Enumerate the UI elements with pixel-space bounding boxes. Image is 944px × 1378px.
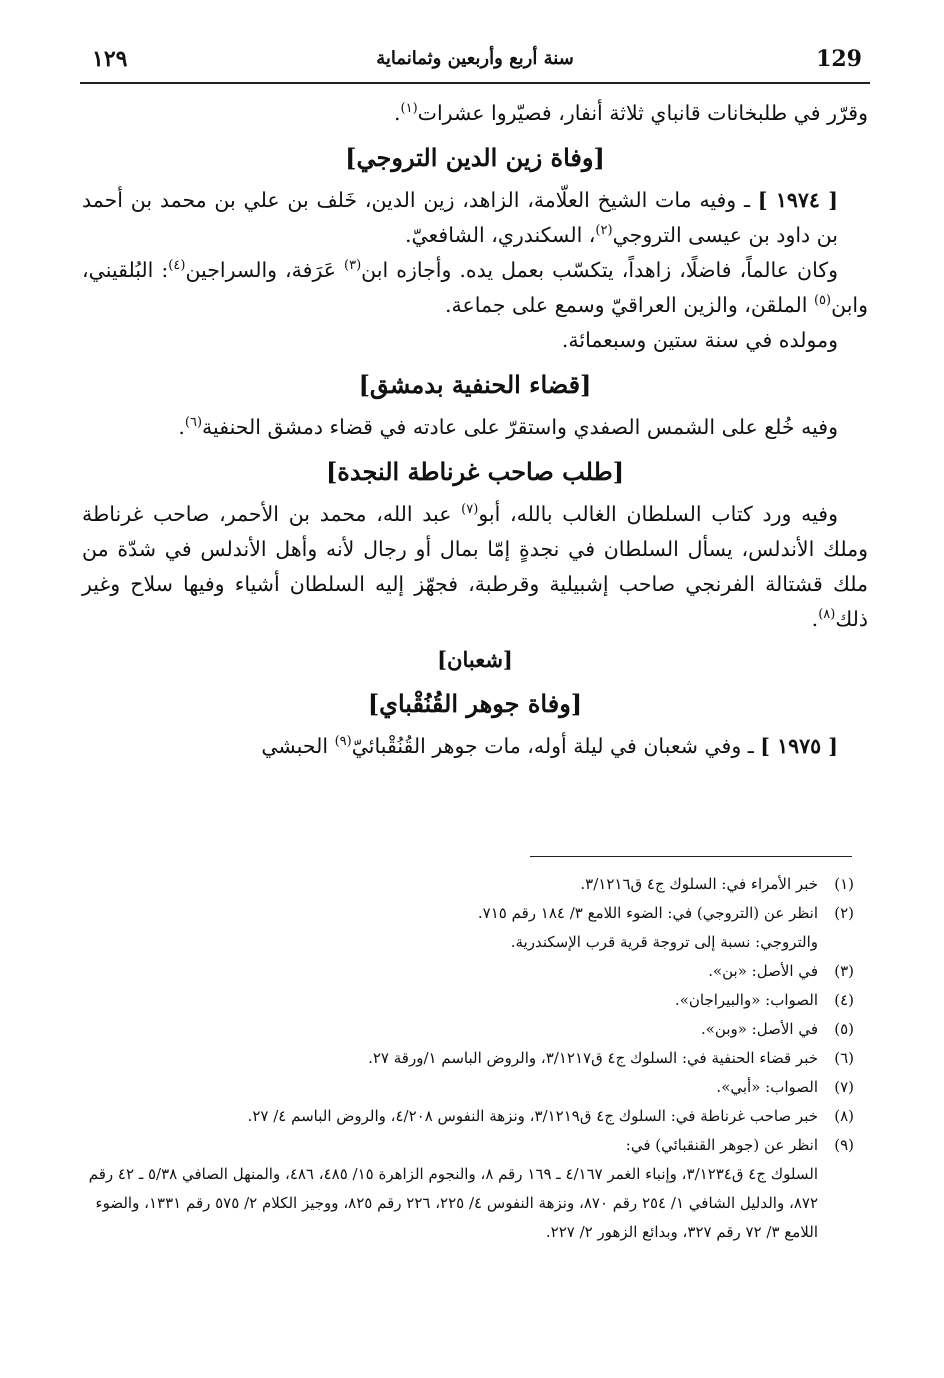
text-run: الحبشي [261, 734, 335, 758]
entry-number: [ ١٩٧٥ ] [760, 734, 838, 758]
running-title: سنة أربع وأربعين وثمانماية [376, 48, 574, 69]
section-heading: [وفاة زين الدين التروجي] [345, 143, 605, 172]
footnote-divider [530, 856, 852, 857]
page-header [80, 38, 870, 84]
footnote [82, 1102, 854, 1131]
footnote-text: الصواب: «والبيراجان». [674, 991, 818, 1009]
text-run: وكان عالماً، فاضلًا، زاهداً، يتكسّب بعمل يده. وأجازه ابن [361, 258, 838, 282]
footnote-number: (٨) [834, 1107, 854, 1125]
paragraph-3: ومولده في سنة ستين وسبعمائة. [561, 328, 838, 352]
month-heading: [شعبان] [437, 647, 513, 672]
text-run: الملقن، والزين العراقيّ وسمع على جماعة. [445, 293, 814, 317]
text-run: عَرَفة، والسراجين [185, 258, 345, 282]
footnote [82, 1131, 854, 1160]
footnote-ref: (٥) [813, 293, 832, 309]
footnote-text: الصواب: «أبي». [716, 1078, 818, 1096]
paragraph-5: وفيه ورد كتاب السلطان الغالب بالله، أبو$^{(٧)}$ عبد الله، محمد بن الأحمر، صاحب غرناطة وملك الأندلس، يسأل السلطان في نجدةٍ إمّا بمال أو رجال لأنه وأهل الأندلس في شدّة من ملك قشتالة الفرنجي صاحب إشبيلية وقرطبة، فجهّز إليه السلطان أشياء وفيها سلاح وغير ذلك$^{(٨)}$. [82, 502, 868, 631]
footnote-text: في الأصل: «بن». [708, 962, 818, 980]
text-run: وفيه خُلع على الشمس الصفدي واستقرّ على عادته في قضاء دمشق الحنفية [202, 415, 838, 439]
section-heading: [قضاء الحنفية بدمشق] [358, 370, 592, 399]
footnote-number: (١) [834, 875, 854, 893]
footnote-text: خبر الأمراء في: السلوك ج٤ ق٣/١٢١٦. [580, 875, 818, 893]
footnote-ref: (٧) [461, 502, 479, 518]
footnote-ref: (٤) [168, 258, 186, 274]
footnote [82, 957, 854, 986]
footnote [82, 928, 854, 957]
footnote-ref: (٦) [184, 415, 203, 431]
footnote-number: (٦) [834, 1049, 854, 1067]
footnote-number: (٢) [834, 904, 854, 922]
entry-number: [ ١٩٧٤ ] [757, 188, 838, 212]
footnote [82, 1044, 854, 1073]
footnote-number: (٣) [834, 962, 854, 980]
footnote [82, 1015, 854, 1044]
text-run: : البُلقيني، وابن [82, 258, 868, 317]
footnote [82, 899, 854, 928]
footnote-number: (٩) [834, 1136, 854, 1154]
footnote-ref: (٣) [344, 258, 362, 274]
entry-1975 [82, 729, 868, 764]
footnote-number [818, 928, 854, 957]
footnote-text: انظر عن (جوهر القنقبائي) في: [625, 1136, 818, 1154]
footnotes [82, 870, 854, 1247]
footnote-number: (٥) [834, 1020, 854, 1038]
footnote [82, 870, 854, 899]
section-heading: [طلب صاحب غرناطة النجدة] [325, 457, 625, 486]
footnote [82, 986, 854, 1015]
main-text [82, 96, 868, 764]
section-heading: [وفاة جوهر القُنُقْباي] [367, 689, 583, 718]
footnote-text: انظر عن (التروجي) في: الضوء اللامع ٣/ ١٨٤ رقم ٧١٥. [477, 904, 818, 922]
footnote-number: (٧) [834, 1078, 854, 1096]
text-run: وقرّر في طلبخانات قانباي ثلاثة أنفار، فصيّروا عشرات [417, 101, 868, 125]
page-number-latin: 129 [816, 46, 862, 72]
footnote [82, 1073, 854, 1102]
text-run: ، السكندري، الشافعيّ. [404, 223, 596, 247]
footnote-text: في الأصل: «وبن». [700, 1020, 818, 1038]
text-run: ـ وفي شعبان في ليلة أوله، مات جوهر القُنُقْبائيّ [351, 734, 761, 758]
text-run: عبد الله، محمد بن الأحمر، صاحب غرناطة وملك الأندلس، يسأل السلطان في نجدةٍ إمّا بمال أو رجال لأنه وأهل الأندلس في شدّة من ملك قشتالة الفرنجي صاحب إشبيلية وقرطبة، فجهّز إليه السلطان أشياء وفيها سلاح وغير ذلك [82, 502, 868, 631]
footnote-ref: (١) [400, 101, 418, 117]
paragraph-0: وقرّر في طلبخانات قانباي ثلاثة أنفار، فصيّروا عشرات$^{(١)}$. [394, 101, 868, 125]
footnote-number: (٤) [834, 991, 854, 1009]
page-number-arabic: ١٢٩ [92, 46, 128, 72]
entry-1974 [82, 183, 868, 253]
footnote-ref: (٩) [334, 734, 352, 750]
footnote-text: خبر قضاء الحنفية في: السلوك ج٤ ق٣/١٢١٧، والروض الباسم ١/ورقة ٢٧. [368, 1049, 818, 1067]
footnote-text: خبر صاحب غرناطة في: السلوك ج٤ ق٣/١٢١٩، ونزهة النفوس ٤/٢٠٨، والروض الباسم ٤/ ٢٧. [247, 1107, 818, 1125]
footnote-text: والتروجي: نسبة إلى تروجة قرية قرب الإسكندرية. [510, 933, 818, 951]
text-run: ـ وفيه مات الشيخ العلّامة، الزاهد، زين الدين، خَلف بن علي بن محمد بن أحمد بن داود بن عيسى التروجي [82, 188, 838, 247]
footnote-ref: (٨) [818, 607, 836, 623]
footnote-continuation: السلوك ج٤ ق٣/١٢٣٤، وإنباء الغمر ٤/١٦٧ ـ ١٦٩ رقم ٨، والنجوم الزاهرة ١٥/ ٤٨٥، ٤٨٦، والمنهل الصافي ٥/٣٨ ـ ٤٢ رقم ٨٧٢، والدليل الشافي ١/ ٢٥٤ رقم ٨٧٠، ونزهة النفوس ٤/ ٢٢٥، ٢٢٦ رقم ٨٢٥، ووجيز الكلام ٢/ ٥٧٥ رقم ١٣٣١، والضوء اللامع ٣/ ٧٢ رقم ٣٢٧، وبدائع الزهور ٢/ ٢٢٧. [88, 1165, 818, 1241]
paragraph-2 [82, 253, 868, 323]
text-run: وفيه ورد كتاب السلطان الغالب بالله، أبو [478, 502, 838, 526]
footnote-ref: (٢) [595, 223, 613, 239]
paragraph-4: وفيه خُلع على الشمس الصفدي واستقرّ على عادته في قضاء دمشق الحنفية$^{(٦)}$. [178, 415, 838, 439]
